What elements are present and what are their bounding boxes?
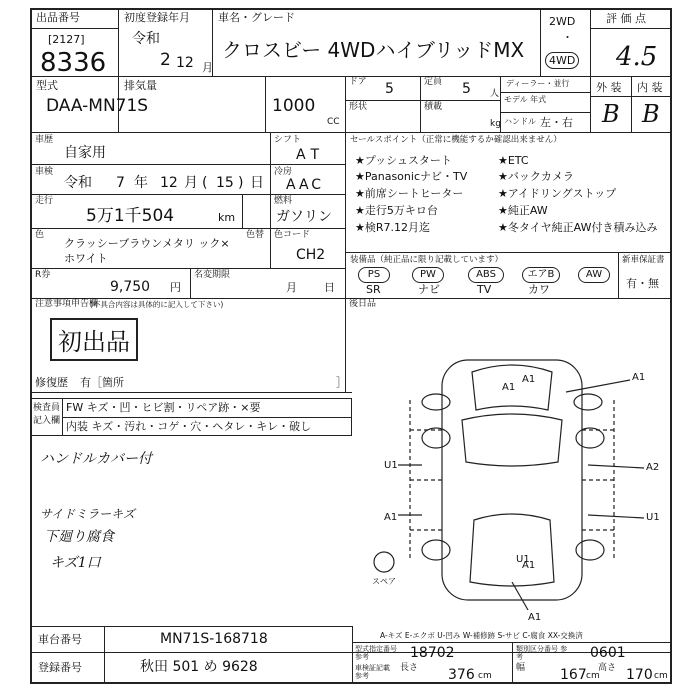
equip-leather: カワ [528, 283, 550, 296]
divider [590, 28, 672, 29]
inspection-day-unit: 日 [250, 175, 264, 191]
model-year-label: モデル 年式 [504, 95, 547, 104]
divider [590, 8, 591, 132]
handle-value: 左・右 [540, 116, 573, 129]
length-unit: cm [478, 671, 492, 681]
interior-grade: B [642, 100, 660, 128]
height-label: 高さ [598, 663, 617, 673]
equip-abs: ABS [468, 267, 504, 283]
color: クラッシーブラウンメタリ ック×ホワイト [64, 237, 230, 265]
divider [30, 228, 345, 229]
model-num: 18702 [410, 645, 455, 661]
damage-mark: A1 [522, 560, 536, 571]
selling-point: ★前席シートヒーター [355, 187, 464, 200]
score-label: 評 価 点 [606, 12, 646, 25]
load-label: 積載 [424, 102, 443, 112]
width-unit: cm [586, 671, 600, 681]
divider [30, 652, 672, 653]
repair-value: 有［箇所 [80, 376, 124, 389]
damage-mark: U1 [646, 512, 660, 523]
height-unit: cm [654, 671, 668, 681]
first-reg-era: 令和 [132, 31, 160, 47]
equip-navi: ナビ [418, 283, 440, 296]
divider [30, 392, 352, 393]
inspection-day: 15 [216, 175, 234, 191]
rear-seat-label: 後日品 [349, 299, 377, 309]
inspector-row-exterior: FW キズ・凹・ヒビ割・リペア跡・×要 [66, 401, 261, 414]
selling-point: ★Panasonicナビ・TV [355, 170, 468, 183]
equip-ps: PS [358, 267, 390, 283]
name-change-day: 日 [324, 281, 335, 294]
tax-unit: 円 [170, 281, 181, 294]
divider [500, 112, 590, 113]
ac: AAC [286, 177, 325, 193]
damage-mark: A1 [522, 374, 536, 385]
roof-outline [442, 360, 582, 600]
dealer-label: ディーラー・並行 [506, 79, 570, 88]
repair-label: 修復歴 [35, 376, 68, 389]
first-reg-label: 初度登録年月 [124, 11, 190, 24]
selling-point: ★プッシュスタート [355, 154, 452, 167]
rear-glass [470, 514, 554, 586]
divider [30, 626, 352, 627]
divider [270, 132, 271, 268]
first-reg-year: 2 [160, 50, 171, 70]
first-reg-month-unit: 月 [202, 61, 213, 74]
wheel-rear-right [576, 540, 604, 560]
damage-mark: A2 [646, 462, 660, 473]
displacement: 1000 [272, 96, 316, 116]
cc-unit: CC [327, 117, 340, 127]
chassis: MN71S-168718 [160, 631, 268, 647]
divider [618, 252, 619, 298]
drive-dot: ・ [562, 31, 573, 44]
inspection-era: 令和 [64, 175, 92, 191]
height: 170 [626, 667, 653, 683]
divider [345, 100, 500, 101]
model-num-label: 型式指定番号 参考 [355, 645, 397, 661]
class-num: 0601 [590, 645, 626, 661]
name-change-month: 月 [286, 281, 297, 294]
damage-mark: U1 [384, 460, 398, 471]
selling-point: ★アイドリングストップ [498, 187, 617, 200]
inspection-month: 12 [160, 175, 178, 191]
fuel: ガソリン [276, 209, 332, 225]
divider [540, 8, 541, 76]
km-unit: km [218, 211, 236, 224]
damage-mark: A1 [502, 382, 516, 393]
equip-sr: SR [366, 283, 381, 296]
notice-label: 注意事項申告欄 [35, 299, 99, 309]
divider [30, 194, 345, 195]
selling-point: ★純正AW [498, 204, 548, 217]
tax-label: R券 [35, 270, 51, 280]
interior-label: 内 装 [637, 81, 663, 94]
exterior-grade: B [602, 100, 620, 128]
inspection-month-unit: 月 [184, 175, 198, 191]
model-code-label: 型式 [36, 79, 58, 92]
kg-unit: kg [490, 119, 501, 129]
score: 4.5 [616, 42, 658, 72]
divider [420, 76, 421, 132]
chassis-label: 車台番号 [38, 633, 82, 646]
divider [30, 28, 118, 29]
selling-point: ★走行5万キロ台 [355, 204, 438, 217]
doors: 5 [385, 81, 394, 97]
width: 167 [560, 667, 587, 683]
divider [512, 642, 513, 684]
model-label: 車名・グレード [218, 11, 295, 24]
width-label: 幅 [516, 663, 526, 673]
inspector-row-interior: 内装 キズ・汚れ・コゲ・穴・ヘタレ・キレ・破し [66, 420, 312, 433]
right-mirror [574, 394, 602, 410]
damage-mark: U1 [516, 554, 530, 565]
equip-pw: PW [412, 267, 444, 283]
spare-wheel [374, 552, 394, 572]
drive-4wd-circled: 4WD [545, 52, 579, 69]
divider [30, 268, 345, 269]
damage-legend: A-キズ E-エクボ U-凹み W-補修跡 S-サビ C-腐食 XX-交換済 [380, 631, 583, 640]
divider [345, 252, 672, 253]
selling-points-label: セールスポイント（正常に機能するか確認出来ません） [350, 135, 562, 145]
color-label: 色 [35, 230, 45, 240]
selling-point: ★検R7.12月迄 [355, 221, 430, 234]
selling-point: ★バックカメラ [498, 170, 574, 183]
wheel-front-left [422, 428, 450, 448]
ac-label: 冷房 [274, 167, 293, 177]
hood [462, 414, 562, 466]
divider [345, 132, 346, 298]
inspector-label: 検査員 記入欄 [33, 403, 61, 426]
capacity-unit: 人 [490, 89, 500, 99]
inspection-year: 7 [116, 175, 125, 191]
inspection-day-close: ) [238, 175, 244, 191]
car-damage-diagram [352, 330, 672, 630]
color-code-label: 色コード [274, 230, 311, 240]
capacity-label: 定員 [424, 77, 443, 87]
mileage: 5万1千504 [86, 206, 175, 226]
divider [352, 626, 353, 684]
selling-point: ★ETC [498, 154, 529, 167]
model-code: DAA-MN71S [46, 96, 149, 116]
handwritten-note: サイドミラーキズ [40, 507, 135, 521]
doors-label: ドア [349, 77, 367, 87]
dims-label: 車検証記載 参考 [355, 664, 390, 680]
lot-number: 8336 [40, 48, 107, 78]
name-change-label: 名変期限 [194, 270, 231, 280]
class-num-label: 類別区分番号 参考 [516, 645, 568, 661]
lot-label: 出品番号 [36, 11, 80, 24]
divider [30, 132, 672, 133]
divider [190, 268, 191, 298]
usage-label: 車歴 [35, 135, 54, 145]
shift: AT [296, 147, 326, 163]
drive-2wd: 2WD [549, 15, 576, 28]
first-reg-month: 12 [176, 55, 194, 71]
inspection-year-unit: 年 [134, 175, 148, 191]
divider [500, 92, 590, 93]
equipment-label: 装備品（純正品に限り記載しています） [350, 255, 504, 265]
mileage-label: 走行 [35, 196, 54, 206]
car-name: クロスビー 4WDハイブリッドMX [222, 38, 525, 62]
divider [265, 76, 266, 132]
capacity: 5 [462, 81, 471, 97]
first-listing-stamp: 初出品 [50, 318, 138, 361]
usage: 自家用 [64, 145, 106, 161]
equip-tv: TV [477, 283, 492, 296]
damage-mark: A1 [384, 512, 398, 523]
divider [30, 164, 345, 165]
wheel-front-right [576, 428, 604, 448]
color-code: CH2 [296, 247, 326, 263]
shift-label: シフト [274, 135, 302, 145]
plate: 秋田 501 め 9628 [140, 659, 258, 675]
length-label: 長さ [400, 663, 419, 673]
right-side-panel [582, 400, 614, 560]
fuel-label: 燃料 [274, 196, 293, 206]
selling-point: ★冬タイヤ純正AW付き積み込み [498, 221, 658, 234]
displacement-label: 排気量 [124, 79, 157, 92]
plate-label: 登録番号 [38, 661, 82, 674]
inspection-label: 車検 [35, 167, 54, 177]
new-car-label: 新車保証書 [622, 255, 665, 265]
divider [104, 626, 105, 684]
exterior-label: 外 装 [596, 81, 622, 94]
lot-sub: [2127] [48, 33, 85, 46]
handwritten-note: キズ1口 [50, 555, 101, 571]
divider [62, 417, 352, 418]
color-change-label: 色替 [246, 230, 265, 240]
damage-mark: A1 [528, 612, 542, 623]
left-mirror [422, 394, 450, 410]
divider [345, 76, 346, 132]
inspection-day-open: ( [202, 175, 208, 191]
tax-amount: 9,750 [110, 279, 151, 295]
left-side-panel [410, 400, 442, 560]
repair-close: ］ [336, 376, 347, 389]
shape-label: 形状 [349, 102, 368, 112]
equip-aw: AW [578, 267, 610, 283]
divider [631, 76, 632, 132]
damage-mark: A1 [632, 372, 646, 383]
length: 376 [448, 667, 475, 683]
notice-sub: (不具合内容は具体的に記入して下さい) [90, 300, 224, 309]
spare-label: スペア [372, 577, 396, 586]
handwritten-note: 下廻り腐食 [44, 529, 114, 545]
handle-label: ハンドル [504, 117, 536, 126]
wheel-rear-left [422, 540, 450, 560]
divider [242, 194, 243, 228]
new-car-value: 有・無 [626, 277, 659, 290]
equip-airbag: エアB [522, 267, 560, 283]
handwritten-note: ハンドルカバー付 [40, 451, 152, 467]
